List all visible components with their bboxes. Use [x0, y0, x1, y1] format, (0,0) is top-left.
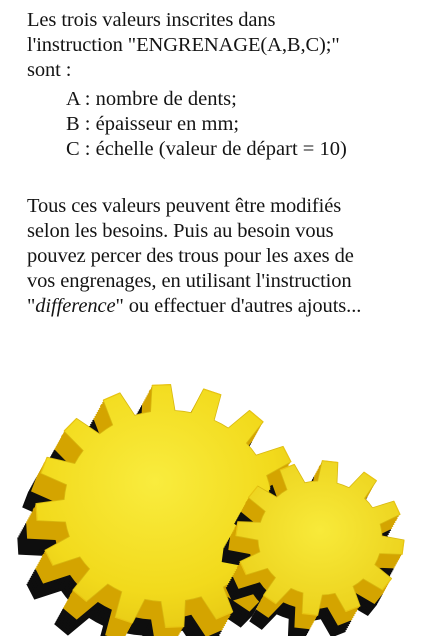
intro-line: sont :: [27, 59, 72, 81]
parameter-list: [66, 87, 347, 162]
large-gear-tooth-edge: [165, 627, 184, 628]
large-gear-tooth-edge: [152, 385, 171, 386]
paragraph-line: pouvez percer des trous pour les axes de: [27, 245, 354, 267]
open-quote: ": [27, 295, 36, 317]
paragraph-line: [27, 294, 427, 319]
gears-illustration: [0, 370, 436, 636]
paragraph-line-rest: " ou effectuer d'autres ajouts...: [115, 295, 362, 317]
intro-line: Les trois valeurs inscrites dans: [27, 9, 276, 31]
intro-line: l'instruction "ENGRENAGE(A,B,C);": [27, 34, 340, 56]
paragraph-line: vos engrenages, en utilisant l'instruction: [27, 270, 352, 292]
paragraph-line: selon les besoins. Puis au besoin vous: [27, 220, 334, 242]
difference-keyword: difference: [35, 295, 116, 317]
intro-paragraph: [27, 8, 427, 83]
modification-paragraph: [27, 194, 427, 319]
parameter-c: C : échelle (valeur de départ = 10): [66, 138, 347, 160]
paragraph-line: Tous ces valeurs peuvent être modifiés: [27, 195, 342, 217]
parameter-b: B : épaisseur en mm;: [66, 113, 240, 135]
parameter-a: A : nombre de dents;: [66, 88, 237, 110]
